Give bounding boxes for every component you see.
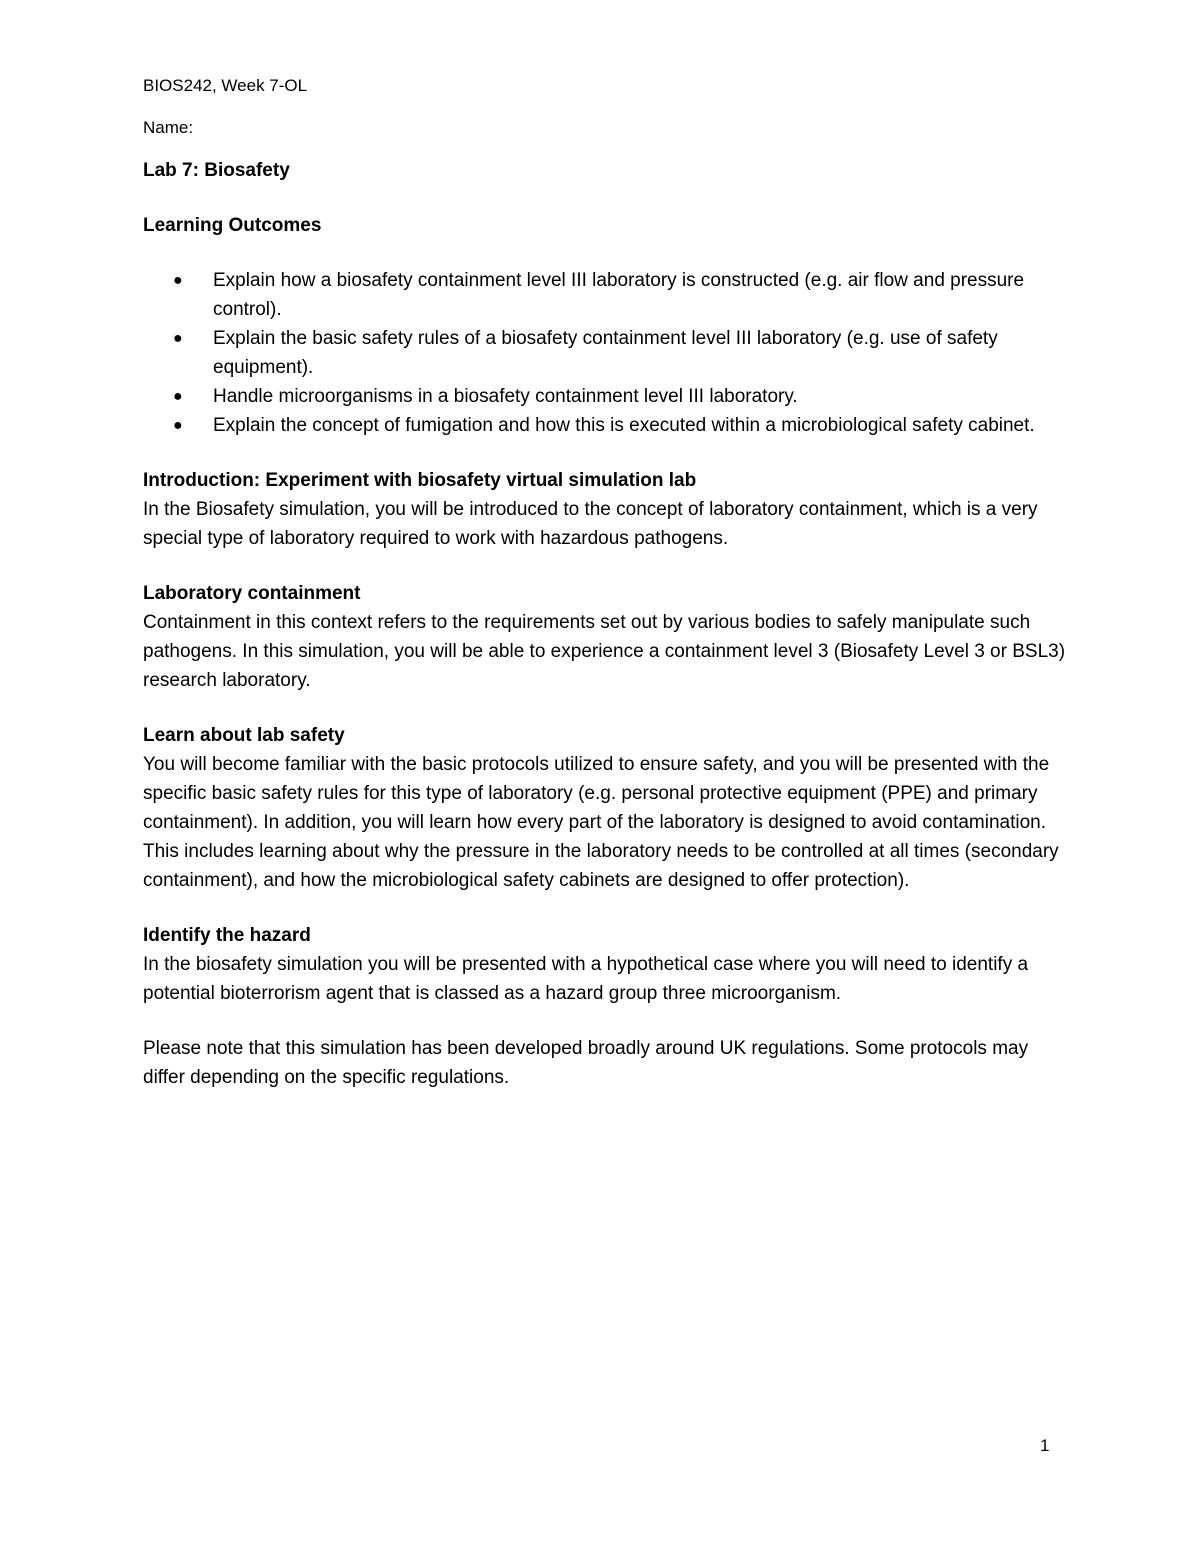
- outcome-text: Handle microorganisms in a biosafety containment level III laboratory.: [213, 386, 798, 407]
- section-body: In the Biosafety simulation, you will be introduced to the concept of laboratory containment, which is a very special type of laboratory required to work with hazardous pathogens.: [143, 499, 1038, 549]
- document-content: [143, 74, 1068, 1092]
- outcome-text: Explain how a biosafety containment level III laboratory is constructed (e.g. air flow and pressure control).: [213, 270, 1025, 320]
- section-title: Introduction: Experiment with biosafety virtual simulation lab: [143, 470, 697, 491]
- course-header: BIOS242, Week 7-OL: [143, 76, 308, 95]
- bullet-icon: ●: [173, 330, 183, 347]
- section-title: Laboratory containment: [143, 583, 361, 604]
- bullet-icon: ●: [173, 272, 183, 289]
- outcome-text: Explain the concept of fumigation and how this is executed within a microbiological safety cabinet.: [213, 415, 1035, 436]
- learning-outcomes-title: Learning Outcomes: [143, 215, 322, 236]
- learning-outcomes-list: [143, 266, 1068, 440]
- list-item: [143, 266, 1068, 324]
- section-body: Containment in this context refers to the requirements set out by various bodies to safely manipulate such pathogens. In this simulation, you will be able to experience a containment level 3 (Biosafety Level 3 or BSL3) research laboratory.: [143, 612, 1066, 691]
- list-item: [143, 382, 1068, 411]
- section-laboratory-containment: [143, 579, 1068, 695]
- note-text: Please note that this simulation has been developed broadly around UK regulations. Some protocols may differ depending on the specific regulations.: [143, 1038, 1029, 1088]
- section-body: You will become familiar with the basic protocols utilized to ensure safety, and you will be presented with the specific basic safety rules for this type of laboratory (e.g. personal protective equipment (PPE) and primary containment). In addition, you will learn how every part of the laboratory is designed to avoid contamination. This includes learning about why the pressure in the laboratory needs to be controlled at all times (secondary containment), and how the microbiological safety cabinets are designed to offer protection).: [143, 754, 1059, 891]
- section-title: Identify the hazard: [143, 925, 311, 946]
- regulations-note: [143, 1034, 1068, 1092]
- section-introduction: [143, 466, 1068, 553]
- section-identify-hazard: [143, 921, 1068, 1008]
- name-label: Name:: [143, 118, 194, 137]
- lab-title: Lab 7: Biosafety: [143, 160, 290, 181]
- list-item: [143, 324, 1068, 382]
- list-item: [143, 411, 1068, 440]
- section-body: In the biosafety simulation you will be presented with a hypothetical case where you will need to identify a potential bioterrorism agent that is classed as a hazard group three microorganism.: [143, 954, 1029, 1004]
- section-lab-safety: [143, 721, 1068, 895]
- bullet-icon: ●: [173, 388, 183, 405]
- section-title: Learn about lab safety: [143, 725, 345, 746]
- page-number: 1: [1040, 1436, 1050, 1455]
- outcome-text: Explain the basic safety rules of a biosafety containment level III laboratory (e.g. use of safety equipment).: [213, 328, 998, 378]
- bullet-icon: ●: [173, 417, 183, 434]
